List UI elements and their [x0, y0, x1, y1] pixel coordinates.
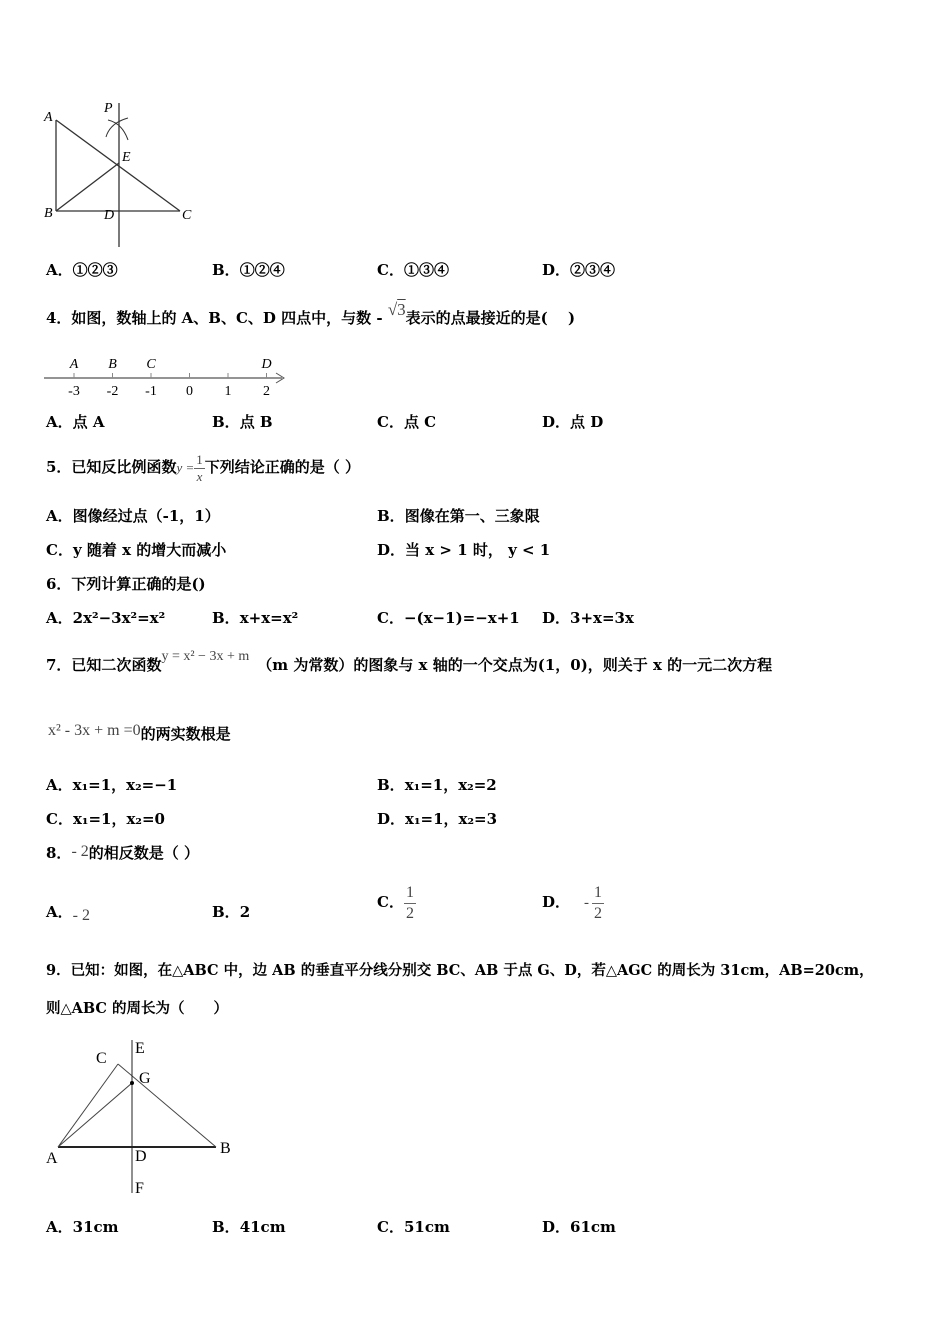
q5-option-a[interactable]: [46, 506, 220, 526]
option-letter: C．: [46, 810, 73, 828]
option-text: 61cm: [570, 1218, 616, 1236]
axis-tick-label: -3: [68, 384, 80, 399]
q6-option-c[interactable]: [377, 608, 520, 628]
denominator: 2: [594, 904, 603, 922]
number-line: [40, 350, 290, 400]
q8-prefix: 8．: [46, 844, 72, 862]
option-text: x₁=1，x₂=2: [404, 776, 497, 794]
q5-option-b[interactable]: [377, 506, 540, 526]
axis-point-label: C: [146, 357, 156, 372]
q5-option-d[interactable]: [377, 540, 550, 560]
option-text: 51cm: [403, 1218, 450, 1236]
option-letter: B．: [212, 903, 240, 921]
option-text: ①②③: [72, 261, 118, 279]
option-letter: A．: [46, 507, 73, 525]
numerator: 1: [404, 883, 416, 904]
option-text: 点 D: [570, 413, 604, 431]
q8-stem: [46, 843, 199, 864]
option-letter: A．: [46, 1218, 73, 1236]
q6-option-b[interactable]: [212, 608, 298, 628]
option-letter: A．: [46, 261, 73, 279]
option-value: 2: [239, 903, 251, 921]
q7-prefix: 7．已知二次函数: [46, 656, 162, 674]
q9-figure: [40, 1035, 250, 1200]
option-text: 图像经过点（-1，1）: [72, 507, 220, 525]
radicand: 3: [397, 300, 406, 319]
option-text: 当 x > 1 时， y < 1: [405, 541, 551, 559]
label-b: B: [44, 206, 53, 221]
option-text: 31cm: [72, 1218, 119, 1236]
option-text: x₁=1，x₂=3: [405, 810, 498, 828]
option-text: x+x=x²: [239, 609, 299, 627]
option-text: 图像在第一、三象限: [404, 507, 540, 525]
q5-suffix: 下列结论正确的是（ ）: [204, 458, 360, 476]
label-p: P: [104, 101, 113, 116]
option-text: 点 C: [403, 413, 437, 431]
label-d: D: [104, 208, 115, 223]
option-text: 2x²−3x²=x²: [72, 609, 166, 627]
q7-stem-line2: [48, 724, 231, 745]
axis-tick-label: 2: [263, 384, 270, 399]
q3-option-c[interactable]: [377, 260, 449, 280]
option-letter: D．: [542, 609, 571, 627]
q4-suffix: 表示的点最接近的是( ): [405, 309, 576, 327]
point-g: [130, 1081, 134, 1085]
q7-option-b[interactable]: [377, 775, 497, 795]
option-text: 点 A: [72, 413, 105, 431]
axis-tick-label: -2: [106, 384, 119, 399]
label-c: C: [182, 208, 192, 223]
option-letter: D．: [542, 413, 571, 431]
option-letter: B．: [377, 507, 405, 525]
q9-stem-line1: 9．已知：如图，在△ABC 中，边 AB 的垂直平分线分别交 BC、AB 于点 G、D，若△AGC 的周长为 31cm，AB=20cm，: [46, 962, 874, 979]
q5-option-c[interactable]: [46, 540, 226, 560]
q3-option-b[interactable]: [212, 260, 285, 280]
option-letter: C．: [377, 413, 404, 431]
option-letter: B．: [212, 609, 240, 627]
q8-option-a[interactable]: [46, 902, 90, 923]
label-e: E: [135, 1040, 145, 1057]
numerator: 1: [196, 451, 203, 467]
option-letter: D．: [542, 893, 571, 911]
q7-option-c[interactable]: [46, 809, 165, 829]
func-fraction: [194, 452, 205, 485]
q6-option-a[interactable]: [46, 608, 165, 628]
axis-tick-label: 1: [224, 384, 232, 399]
q3-option-a[interactable]: [46, 260, 118, 280]
denominator: 2: [405, 904, 414, 922]
q7-option-d[interactable]: [377, 809, 497, 829]
fraction-one-half: [592, 883, 604, 924]
arc-2: [108, 120, 128, 140]
option-letter: A．: [46, 776, 73, 794]
label-d: D: [135, 1148, 147, 1165]
option-letter: B．: [377, 776, 405, 794]
func-lhs: y =: [176, 460, 195, 475]
option-letter: B．: [212, 1218, 240, 1236]
axis-point-label: A: [69, 357, 79, 372]
option-text: ①②④: [239, 261, 285, 279]
segment-be: [56, 163, 119, 211]
segment-ac: [58, 1064, 118, 1147]
option-text: x₁=1，x₂=0: [72, 810, 165, 828]
quadratic-function: y = x² − 3x + m: [161, 649, 250, 664]
q5-stem: [46, 450, 360, 485]
q8-number: - 2: [71, 843, 89, 860]
axis-tick-label: 0: [186, 384, 193, 399]
segment-ag: [58, 1083, 132, 1147]
q9-option-d[interactable]: [542, 1217, 616, 1237]
q4-prefix: 4．如图，数轴上的 A、B、C、D 四点中，与数 -: [46, 309, 388, 327]
label-c: C: [96, 1050, 107, 1067]
q5-prefix: 5．已知反比例函数: [46, 458, 177, 476]
denominator: x: [196, 468, 203, 484]
option-letter: C．: [377, 1218, 404, 1236]
option-text: x₁=1，x₂=−1: [72, 776, 178, 794]
label-b: B: [220, 1140, 231, 1157]
option-letter: C．: [377, 609, 404, 627]
q6-option-d[interactable]: [542, 608, 634, 628]
axis-point-label: D: [261, 357, 272, 372]
q4-option-c[interactable]: [377, 412, 436, 432]
q7-suffix2: 的两实数根是: [140, 725, 231, 743]
option-letter: C．: [377, 261, 404, 279]
q3-option-d[interactable]: [542, 260, 615, 280]
minus-sign: -: [584, 895, 590, 911]
option-letter: B．: [212, 261, 240, 279]
q8-suffix: 的相反数是（ ）: [88, 844, 199, 862]
quadratic-equation: x² - 3x + m =0: [48, 722, 141, 739]
axis-tick-label: -1: [145, 384, 157, 399]
numerator: 1: [592, 883, 604, 904]
option-text: ②③④: [570, 261, 616, 279]
option-letter: D．: [542, 261, 571, 279]
option-letter: A．: [46, 903, 73, 921]
q4-option-b[interactable]: [212, 412, 273, 432]
label-e: E: [122, 150, 131, 165]
option-text: 3+x=3x: [570, 609, 634, 627]
arc-1: [106, 118, 128, 137]
q7-option-a[interactable]: [46, 775, 177, 795]
q8-option-c[interactable]: [377, 880, 416, 924]
option-letter: D．: [377, 541, 406, 559]
option-letter: C．: [377, 893, 404, 911]
q4-option-a[interactable]: [46, 412, 105, 432]
segment-cb: [118, 1064, 216, 1147]
q7-suffix: （m 为常数）的图象与 x 轴的一个交点为(1，0)，则关于 x 的一元二次方程: [257, 656, 773, 674]
q9-stem-line2: 则△ABC 的周长为（ ）: [46, 1000, 229, 1017]
option-text: y 随着 x 的增大而减小: [72, 541, 227, 559]
option-text: ①③④: [403, 261, 449, 279]
q4-stem: [46, 300, 576, 328]
sqrt-3: √3: [387, 300, 406, 319]
option-letter: A．: [46, 609, 73, 627]
q3-figure: [40, 95, 210, 250]
option-letter: C．: [46, 541, 73, 559]
q8-option-d[interactable]: [542, 880, 604, 925]
option-text: −(x−1)=−x+1: [403, 609, 520, 627]
label-g: G: [139, 1070, 151, 1087]
fraction-one-half: [404, 883, 416, 924]
q7-stem: [46, 649, 773, 677]
q9-option-a[interactable]: [46, 1217, 119, 1237]
label-a: A: [46, 1150, 58, 1167]
option-letter: B．: [212, 413, 240, 431]
label-f: F: [135, 1180, 144, 1197]
option-text: 41cm: [239, 1218, 286, 1236]
q9-option-c[interactable]: [377, 1217, 450, 1237]
q8-option-b[interactable]: [212, 902, 250, 922]
axis-point-label: B: [108, 357, 117, 372]
q6-stem: 6．下列计算正确的是(): [46, 575, 206, 593]
option-letter: D．: [377, 810, 406, 828]
option-letter: D．: [542, 1218, 571, 1236]
q4-option-d[interactable]: [542, 412, 603, 432]
option-text: 点 B: [239, 413, 273, 431]
q9-option-b[interactable]: [212, 1217, 286, 1237]
option-letter: A．: [46, 413, 73, 431]
option-value: - 2: [72, 907, 90, 924]
label-a: A: [44, 110, 53, 125]
